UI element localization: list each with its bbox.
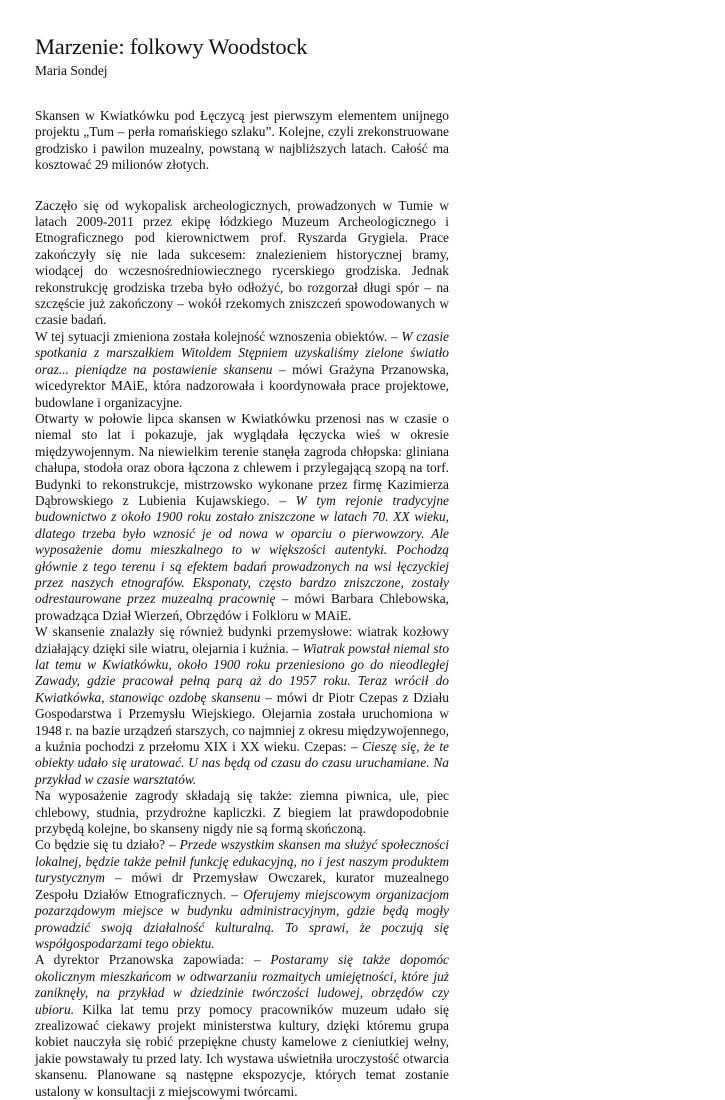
paragraph-text: Co będzie się tu działo? – <box>35 837 180 853</box>
paragraph-text: W skansenie znalazły się również budynki przemysłowe: wiatrak kozłowy działający dzięki sile wiatru, olejarnia i kuźnia. – <box>35 624 449 656</box>
article-author: Maria Sondej <box>35 63 108 78</box>
paragraph-text: Skansen w Kwiatkówku pod Łęczycą jest pierwszym elementem unijnego projektu „Tum – perła romańskiego szlaku”. Kolejne, czyli zrekonstruowane grodzisko i pawilon muzealny, powstaną w najbliższych latach. Całość ma kosztować 29 milionów złotych. <box>35 108 449 173</box>
paragraph-text: A dyrektor Przanowska zapowiada: – <box>35 952 271 968</box>
quote-text: Oferujemy miejscowym organizacjom pozarządowym miejsce w budynku administracyjnym, gdzie będą mogły prowadzić swoją działalność kulturalną. To sprawi, że poczują się współgospodarzami tego obiektu. <box>35 886 449 951</box>
paragraph-lead <box>35 108 449 174</box>
paragraph <box>35 837 449 952</box>
quote-text: Wiatrak powstał niemal sto lat temu w Kwiatkówku, około 1900 roku przeniesiono go do nieodległej Zawady, gdzie pracował pełną parą aż do 1957 roku. Teraz wrócił do Kwiatkówka, stanowiąc ozdobę skansenu <box>35 640 450 705</box>
paragraph-text: Na wyposażenie zagrody składają się także: ziemna piwnica, ule, piec chlebowy, studnia, przydrożne kapliczki. Z biegiem lat prawdopodobnie przybędą kolejne, bo skanseny nigdy nie są formą skończoną. <box>35 788 449 837</box>
article <box>35 34 449 1100</box>
article-title: Marzenie: folkowy Woodstock <box>35 34 308 59</box>
paragraph-text: Kilka lat temu przy pomocy pracowników muzeum udało się zrealizować ciekawy projekt ministerstwa kultury, dzięki któremu grupa kobiet nauczyła się robić przepiękne chusty kamelowe z cieniutkiej wełny, jakie powstawały tu przed laty. Ich wystawa uświetniła uroczystość otwarcia skansenu. Planowane są następne ekspozycje, których temat zostanie ustalony w konsultacji z miejscowymi twórcami. <box>35 1001 449 1099</box>
paragraph-text: W tej sytuacji zmieniona została kolejność wznoszenia obiektów. – <box>35 328 402 344</box>
paragraph-text: Zaczęło się od wykopalisk archeologicznych, prowadzonych w Tumie w latach 2009-2011 przez ekipę łódzkiego Muzeum Archeologicznego i Etnograficznego pod kierownictwem prof. Ryszarda Grygiela. Prace zakończyły się nie lada sukcesem: znalezieniem historycznej bramy, wiodącej do wczesnośredniowiecznego rycerskiego grodziska. Jednak rekonstrukcję grodziska trzeba było odłożyć, bo rozgorzał długi spór – na szczęście już zakończony – wokół rzekomych zniszczeń spowodowanych w czasie badań. <box>35 197 449 328</box>
paragraph <box>35 952 449 1100</box>
quote-text: W czasie spotkania z marszałkiem Witoldem Stępniem uzyskaliśmy zielone światło oraz... pieniądze na postawienie skansenu <box>35 328 449 377</box>
paragraph <box>35 329 449 411</box>
paragraph-text: – mówi Grażyna Przanowska, wicedyrektor MAiE, która nadzorowała i koordynowała prace projektowe, budowlane i organizacyjne. <box>35 361 449 410</box>
quote-text: Cieszę się, że te obiekty udało się uratować. U nas będą od czasu do czasu uruchamiane. Na przykład w czasie warsztatów. <box>35 739 450 787</box>
paragraph-text: Otwarty w połowie lipca skansen w Kwiatkówku przenosi nas w czasie o niemal sto lat i pokazuje, jak wyglądała łęczycka wieś w okresie międzywojennym. Na niewielkim terenie stanęła zagroda chłopska: gliniana chałupa, stodoła oraz obora łączona z chlewem i przylegającą szopą na torf. Budynki to rekonstrukcje, mistrzowsko wykonane przez firmę Kazimierza Dąbrowskiego z Lubienia Kujawskiego. – <box>35 410 449 508</box>
paragraph-text: – mówi dr Piotr Czepas z Działu Gospodarstwa i Przemysłu Wiejskiego. Olejarnia została uruchomiona w 1948 r. na bazie urządzeń starszych, co najmniej z okresu międzywojennego, a kuźnia pochodzi z przełomu XIX i XX wieku. Czepas: – <box>35 689 449 755</box>
quote-text: Przede wszystkim skansen ma służyć społeczności lokalnej, będzie także pełnił funkcję edukacyjną, no i jest naszym produktem turystycznym <box>35 837 449 886</box>
paragraph <box>35 198 449 329</box>
paragraph <box>35 411 449 624</box>
quote-text: W tym rejonie tradycyjne budownictwo z około 1900 roku zostało zniszczone w latach 70. XX wieku, dlatego trzeba było wznosić je od nowa w oparciu o pierwowzory. Ale wyposażenie domu mieszkalnego to w większości autentyki. Pochodzą głównie z tego terenu i są efektem badań prowadzonych na wsi łęczyckiej przez naszych etnografów. Eksponaty, często bardzo zniszczone, zostały odrestaurowane przez muzealną pracownię <box>35 492 449 607</box>
paragraph-text: – mówi Barbara Chlebowska, prowadząca Dział Wierzeń, Obrzędów i Folkloru w MAiE. <box>35 591 450 623</box>
quote-text: Postaramy się także dopomóc okolicznym mieszkańcom w odtwarzaniu rozmaitych umiejętności, które już zaniknęły, na przykład w dziedzinie twórczości ludowej, obrzędów czy ubioru. <box>35 952 449 1017</box>
paragraph <box>35 788 449 837</box>
paragraph-text: – mówi dr Przemysław Owczarek, kurator muzealnego Zespołu Działów Etnograficznych. – <box>35 870 449 902</box>
paragraph <box>35 624 449 788</box>
